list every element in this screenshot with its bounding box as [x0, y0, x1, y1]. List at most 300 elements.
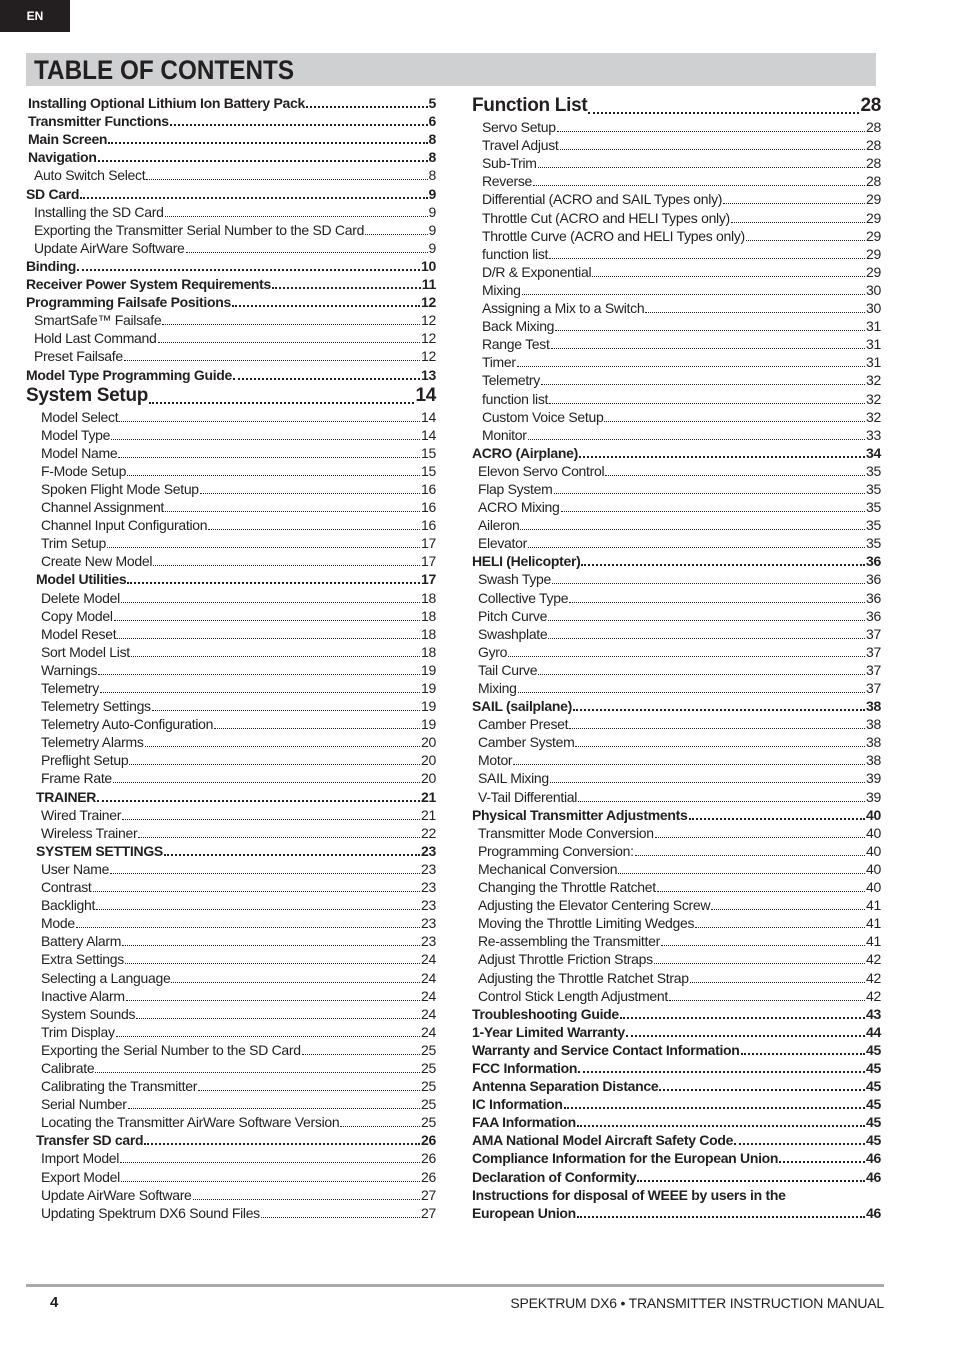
toc-entry[interactable]	[472, 94, 881, 118]
toc-entry-page: 19	[421, 698, 436, 715]
toc-entry-page: 46	[866, 1168, 881, 1185]
toc-entry[interactable]	[26, 968, 436, 986]
toc-entry[interactable]	[472, 317, 881, 335]
dot-leader	[578, 801, 865, 802]
toc-entry-label: Transmitter Functions	[28, 113, 169, 130]
toc-entry[interactable]	[26, 498, 436, 516]
toc-entry-label: Receiver Power System Requirements	[26, 276, 272, 293]
toc-entry-label: Collective Type	[478, 589, 569, 606]
toc-entry-label: Throttle Cut (ACRO and HELI Types only)	[482, 209, 730, 226]
toc-entry[interactable]	[472, 1149, 881, 1167]
toc-entry[interactable]	[26, 987, 436, 1005]
toc-entry-label: Custom Voice Setup	[482, 408, 604, 425]
toc-entry-page: 14	[421, 426, 436, 443]
toc-entry-label: Auto Switch Select	[34, 167, 146, 184]
toc-entry[interactable]	[26, 733, 436, 751]
toc-entry[interactable]	[26, 130, 436, 148]
toc-entry-label: V-Tail Differential	[478, 788, 578, 805]
toc-entry-label: Serial Number	[41, 1096, 127, 1113]
dot-leader	[165, 511, 420, 512]
toc-entry[interactable]	[472, 136, 881, 154]
toc-entry[interactable]	[26, 1167, 436, 1185]
toc-entry[interactable]	[26, 311, 436, 329]
toc-entry[interactable]	[472, 1204, 881, 1222]
dot-leader	[548, 638, 865, 639]
toc-entry[interactable]	[472, 607, 881, 625]
dot-leader	[577, 1125, 865, 1127]
toc-entry-label: Installing the SD Card	[34, 203, 164, 220]
toc-entry[interactable]	[26, 1186, 436, 1204]
toc-entry-page: 23	[421, 897, 436, 914]
toc-entry-page: 11	[421, 276, 436, 293]
toc-entry-page: 31	[866, 354, 881, 371]
dot-leader	[551, 348, 865, 349]
dot-leader	[513, 764, 865, 765]
toc-entry[interactable]	[26, 1041, 436, 1059]
toc-entry-label: Assigning a Mix to a Switch	[482, 300, 645, 317]
toc-entry-page: 9	[428, 185, 436, 202]
toc-entry-page: 15	[421, 462, 436, 479]
toc-entry[interactable]	[472, 733, 881, 751]
toc-entry-page: 23	[421, 879, 436, 896]
toc-entry-page: 46	[866, 1204, 881, 1221]
dot-leader	[93, 891, 421, 892]
dot-leader	[162, 324, 420, 325]
dot-leader	[110, 873, 420, 874]
toc-entry-page: 21	[421, 788, 436, 805]
toc-entry-label: Battery Alarm	[41, 933, 122, 950]
toc-entry-label: Navigation	[28, 149, 97, 166]
toc-entry-label: Camber Preset	[478, 716, 569, 733]
toc-entry-label: Elevator	[478, 535, 527, 552]
toc-entry[interactable]	[472, 769, 881, 787]
toc-entry-label: Model Type	[41, 426, 111, 443]
dot-leader	[569, 602, 865, 603]
toc-entry[interactable]	[472, 751, 881, 769]
dot-leader	[575, 746, 865, 747]
toc-entry[interactable]	[26, 806, 436, 824]
dot-leader	[113, 782, 420, 783]
dot-leader	[657, 891, 865, 892]
toc-entry[interactable]	[26, 408, 436, 426]
toc-entry[interactable]	[26, 94, 436, 112]
toc-entry[interactable]	[26, 769, 436, 787]
toc-entry[interactable]	[472, 299, 881, 317]
dot-leader	[146, 179, 427, 180]
dot-leader	[592, 276, 865, 277]
toc-entry-page: 9	[428, 203, 436, 220]
toc-entry[interactable]	[472, 1113, 881, 1131]
toc-entry-label: Model Utilities	[36, 571, 127, 588]
toc-entry-label: Wireless Trainer	[41, 824, 138, 841]
toc-entry[interactable]	[472, 715, 881, 733]
toc-entry-page: 29	[866, 191, 881, 208]
toc-entry-label: Mixing	[482, 281, 521, 298]
dot-leader	[232, 305, 420, 307]
toc-entry[interactable]	[472, 245, 881, 263]
toc-entry[interactable]	[26, 860, 436, 878]
toc-entry[interactable]	[26, 878, 436, 896]
toc-entry-label: Transmitter Mode Conversion	[478, 824, 654, 841]
toc-entry[interactable]	[26, 607, 436, 625]
toc-entry[interactable]	[26, 824, 436, 842]
toc-entry[interactable]	[472, 878, 881, 896]
toc-entry[interactable]	[472, 1167, 881, 1185]
toc-entry[interactable]	[26, 570, 436, 588]
toc-entry[interactable]	[26, 347, 436, 365]
toc-entry[interactable]	[472, 516, 881, 534]
toc-entry[interactable]	[26, 787, 436, 805]
toc-entry[interactable]	[472, 172, 881, 190]
toc-entry-label: Swashplate	[478, 625, 548, 642]
toc-entry-page: 45	[866, 1059, 881, 1076]
toc-entry-page: 28	[860, 95, 881, 116]
toc-entry-label: Mechanical Conversion	[478, 860, 618, 877]
toc-entry-label: Control Stick Length Adjustment	[478, 987, 668, 1004]
dot-leader	[261, 1217, 420, 1218]
dot-leader	[522, 294, 865, 295]
toc-entry[interactable]	[472, 824, 881, 842]
toc-entry-page: 35	[866, 517, 881, 534]
toc-entry[interactable]	[26, 552, 436, 570]
toc-entry[interactable]	[472, 534, 881, 552]
dot-leader	[508, 656, 865, 657]
toc-entry-page: 25	[421, 1114, 436, 1131]
toc-entry-label: Programming Failsafe Positions	[26, 294, 231, 311]
toc-entry-page: 20	[421, 770, 436, 787]
dot-leader	[518, 692, 865, 693]
toc-entry-page: 31	[866, 318, 881, 335]
toc-entry[interactable]	[26, 1005, 436, 1023]
toc-entry[interactable]	[26, 697, 436, 715]
toc-entry-label: Inactive Alarm	[41, 987, 125, 1004]
dot-leader	[548, 620, 865, 621]
dot-leader	[116, 1036, 420, 1037]
dot-leader	[124, 360, 420, 361]
toc-entry-label: Installing Optional Lithium Ion Battery Pack	[28, 95, 305, 112]
toc-entry-label: Channel Input Configuration	[41, 517, 208, 534]
toc-entry-page: 24	[421, 987, 436, 1004]
dot-leader	[125, 963, 420, 964]
toc-entry-label: SYSTEM SETTINGS	[36, 842, 163, 859]
toc-entry-page: 8	[428, 131, 436, 148]
toc-entry-page: 5	[428, 95, 436, 112]
toc-entry-page: 32	[866, 390, 881, 407]
dot-leader	[198, 1090, 420, 1091]
toc-entry[interactable]	[472, 1023, 881, 1041]
dot-leader	[579, 456, 865, 458]
toc-entry[interactable]	[472, 462, 881, 480]
toc-entry-label: Updating Spektrum DX6 Sound Files	[41, 1204, 260, 1221]
toc-entry[interactable]	[472, 896, 881, 914]
toc-entry-page: 26	[421, 1168, 436, 1185]
toc-entry[interactable]	[26, 679, 436, 697]
toc-entry-label: Telemetry Settings	[41, 698, 151, 715]
toc-entry[interactable]	[472, 426, 881, 444]
toc-entry[interactable]	[472, 697, 881, 715]
toc-entry[interactable]	[26, 932, 436, 950]
toc-entry-label: Locating the Transmitter AirWare Software Version	[41, 1114, 340, 1131]
toc-entry[interactable]	[472, 118, 881, 136]
toc-entry[interactable]	[26, 625, 436, 643]
toc-entry-label: Frame Rate	[41, 770, 112, 787]
toc-entry-label: Monitor	[482, 426, 527, 443]
toc-entry-label: Physical Transmitter Adjustments	[472, 806, 688, 823]
toc-entry-page: 42	[866, 987, 881, 1004]
dot-leader	[119, 421, 420, 422]
dot-leader	[127, 582, 420, 584]
toc-entry[interactable]	[26, 1077, 436, 1095]
toc-entry[interactable]	[472, 444, 881, 462]
toc-entry-page: 16	[421, 517, 436, 534]
toc-entry[interactable]	[472, 480, 881, 498]
toc-entry[interactable]	[472, 208, 881, 226]
toc-entry[interactable]	[26, 462, 436, 480]
toc-entry-label: AMA National Model Aircraft Safety Code	[472, 1132, 734, 1149]
dot-leader	[669, 1000, 865, 1001]
toc-entry[interactable]	[26, 1059, 436, 1077]
toc-entry-label: FAA Information	[472, 1114, 576, 1131]
dot-leader	[520, 529, 865, 530]
toc-entry-label: SD Card	[26, 185, 80, 202]
toc-entry[interactable]	[472, 1131, 881, 1149]
dot-leader	[723, 203, 865, 204]
toc-entry-page: 45	[866, 1114, 881, 1131]
toc-entry-page: 12	[421, 330, 436, 347]
toc-entry[interactable]	[472, 190, 881, 208]
toc-entry[interactable]	[472, 389, 881, 407]
toc-entry-page: 27	[421, 1186, 436, 1203]
toc-entry[interactable]	[472, 408, 881, 426]
toc-entry[interactable]	[26, 480, 436, 498]
dot-leader	[152, 710, 420, 711]
dot-leader	[121, 602, 420, 603]
toc-entry-label: Differential (ACRO and SAIL Types only)	[482, 191, 723, 208]
toc-right-column	[472, 94, 881, 1222]
toc-entry-page: 33	[866, 426, 881, 443]
toc-entry-page: 40	[866, 879, 881, 896]
toc-entry[interactable]	[472, 932, 881, 950]
toc-entry[interactable]	[26, 293, 436, 311]
toc-entry[interactable]	[472, 661, 881, 679]
toc-entry-label: Back Mixing	[482, 318, 555, 335]
dot-leader	[208, 529, 420, 530]
toc-entry[interactable]	[26, 1204, 436, 1222]
toc-entry[interactable]	[26, 257, 436, 275]
toc-entry[interactable]	[26, 1131, 436, 1149]
toc-entry[interactable]	[26, 534, 436, 552]
dot-leader	[98, 674, 420, 675]
toc-entry-label: Tail Curve	[478, 661, 538, 678]
toc-entry[interactable]	[26, 221, 436, 239]
toc-entry[interactable]	[472, 860, 881, 878]
dot-leader	[193, 1199, 420, 1200]
toc-entry-page: 22	[421, 824, 436, 841]
dot-leader	[129, 764, 420, 765]
dot-leader	[272, 287, 421, 289]
toc-entry-label: Range Test	[482, 336, 550, 353]
toc-entry-label: HELI (Helicopter)	[472, 553, 581, 570]
toc-entry-page: 12	[421, 294, 436, 311]
toc-entry-label: Gyro	[478, 643, 508, 660]
toc-entry-page: 37	[866, 625, 881, 642]
dot-leader	[689, 818, 866, 820]
toc-entry[interactable]	[472, 914, 881, 932]
toc-entry-label: Mode	[41, 915, 75, 932]
toc-entry[interactable]	[472, 679, 881, 697]
toc-entry[interactable]	[26, 1113, 436, 1131]
toc-entry-label: Selecting a Language	[41, 969, 171, 986]
toc-entry-label: Exporting the Serial Number to the SD Card	[41, 1041, 301, 1058]
toc-entry[interactable]	[472, 643, 881, 661]
toc-entry[interactable]	[472, 842, 881, 860]
toc-entry[interactable]	[26, 112, 436, 130]
toc-entry[interactable]	[26, 842, 436, 860]
toc-entry[interactable]	[472, 968, 881, 986]
toc-entry-page: 19	[421, 661, 436, 678]
toc-entry[interactable]	[26, 166, 436, 184]
toc-entry-page: 10	[421, 257, 436, 274]
dot-leader	[564, 1107, 865, 1109]
dot-leader	[170, 124, 428, 126]
toc-entry-page: 24	[421, 1005, 436, 1022]
toc-entry[interactable]	[26, 950, 436, 968]
toc-entry[interactable]	[472, 154, 881, 172]
toc-entry-page: 23	[421, 842, 436, 859]
toc-entry-page: 17	[421, 571, 436, 588]
toc-entry[interactable]	[472, 281, 881, 299]
toc-entry-page: 29	[866, 227, 881, 244]
toc-entry-page: 42	[866, 969, 881, 986]
toc-entry-page: 18	[421, 643, 436, 660]
toc-entry[interactable]	[26, 426, 436, 444]
toc-entry[interactable]	[26, 516, 436, 534]
dot-leader	[538, 674, 865, 675]
dot-leader	[560, 149, 866, 150]
dot-leader	[111, 439, 420, 440]
toc-entry-label: Swash Type	[478, 571, 552, 588]
toc-entry[interactable]	[26, 239, 436, 257]
toc-entry[interactable]	[472, 371, 881, 389]
toc-entry[interactable]	[472, 498, 881, 516]
toc-entry[interactable]	[26, 914, 436, 932]
toc-entry-label: Spoken Flight Mode Setup	[41, 480, 199, 497]
toc-entry[interactable]	[472, 1095, 881, 1113]
toc-entry[interactable]	[472, 263, 881, 281]
toc-entry-page: 18	[421, 607, 436, 624]
toc-entry[interactable]	[472, 1186, 881, 1204]
toc-entry-page: 17	[421, 535, 436, 552]
toc-entry[interactable]	[26, 896, 436, 914]
toc-entry[interactable]	[26, 365, 436, 383]
toc-entry-label: Programming Conversion:	[478, 842, 634, 859]
language-tab: EN	[0, 0, 70, 32]
toc-entry[interactable]	[26, 661, 436, 679]
toc-entry[interactable]	[472, 625, 881, 643]
toc-entry-page: 29	[866, 263, 881, 280]
dot-leader	[659, 1089, 865, 1091]
toc-entry[interactable]	[472, 227, 881, 245]
toc-entry-page: 14	[421, 408, 436, 425]
toc-entry[interactable]	[472, 950, 881, 968]
toc-entry-page: 32	[866, 372, 881, 389]
toc-entry-label: Create New Model	[41, 553, 153, 570]
toc-entry-label: Model Reset	[41, 625, 117, 642]
toc-entry-page: 41	[866, 897, 881, 914]
toc-entry[interactable]	[472, 353, 881, 371]
toc-entry[interactable]	[472, 588, 881, 606]
toc-entry-label: Update AirWare Software	[41, 1186, 192, 1203]
toc-entry-label: Binding	[26, 257, 76, 274]
toc-entry-label: Instructions for disposal of WEEE by users in the	[472, 1186, 786, 1203]
toc-entry-page: 30	[866, 281, 881, 298]
dot-leader	[541, 384, 865, 385]
toc-entry[interactable]	[472, 806, 881, 824]
toc-entry[interactable]	[472, 1059, 881, 1077]
toc-entry[interactable]	[26, 751, 436, 769]
toc-entry-label: Warnings	[41, 661, 98, 678]
toc-entry-label: F-Mode Setup	[41, 462, 127, 479]
toc-entry[interactable]	[472, 787, 881, 805]
toc-entry[interactable]	[472, 1005, 881, 1023]
toc-entry-label: function list	[482, 245, 549, 262]
toc-entry[interactable]	[26, 588, 436, 606]
toc-entry[interactable]	[26, 444, 436, 462]
toc-entry-page: 25	[421, 1078, 436, 1095]
toc-entry[interactable]	[472, 552, 881, 570]
toc-entry[interactable]	[26, 275, 436, 293]
toc-entry-page: 25	[421, 1096, 436, 1113]
dot-leader	[100, 692, 420, 693]
toc-entry[interactable]	[26, 715, 436, 733]
dot-leader	[554, 493, 866, 494]
toc-entry-label: Compliance Information for the European Union	[472, 1150, 779, 1167]
toc-entry[interactable]	[26, 184, 436, 202]
dot-leader	[561, 511, 866, 512]
toc-entry[interactable]	[472, 1077, 881, 1095]
toc-entry-label: SAIL Mixing	[478, 770, 549, 787]
toc-entry-page: 14	[415, 384, 436, 406]
toc-entry[interactable]	[472, 987, 881, 1005]
dot-leader	[96, 909, 420, 910]
dot-leader	[555, 330, 865, 331]
toc-entry[interactable]	[472, 1041, 881, 1059]
dot-leader	[654, 963, 865, 964]
toc-entry[interactable]	[26, 203, 436, 221]
toc-entry[interactable]	[26, 1095, 436, 1113]
toc-entry-page: 32	[866, 408, 881, 425]
toc-entry-label: Wired Trainer	[41, 806, 122, 823]
toc-entry-label: Declaration of Conformity	[472, 1168, 637, 1185]
toc-entry[interactable]	[26, 384, 436, 408]
dot-leader	[149, 402, 414, 404]
dot-leader	[578, 1071, 865, 1073]
dot-leader	[164, 854, 420, 856]
toc-entry[interactable]	[472, 335, 881, 353]
toc-entry[interactable]	[26, 1023, 436, 1041]
toc-entry-label: SAIL (sailplane)	[472, 698, 572, 715]
dot-leader	[552, 583, 865, 584]
toc-entry-page: 40	[866, 824, 881, 841]
toc-entry-label: Preset Failsafe	[34, 348, 123, 365]
toc-entry[interactable]	[26, 148, 436, 166]
toc-entry-page: 40	[866, 860, 881, 877]
dot-leader	[746, 240, 865, 241]
toc-entry[interactable]	[26, 1149, 436, 1167]
toc-entry[interactable]	[472, 570, 881, 588]
toc-entry[interactable]	[26, 329, 436, 347]
toc-entry[interactable]	[26, 643, 436, 661]
